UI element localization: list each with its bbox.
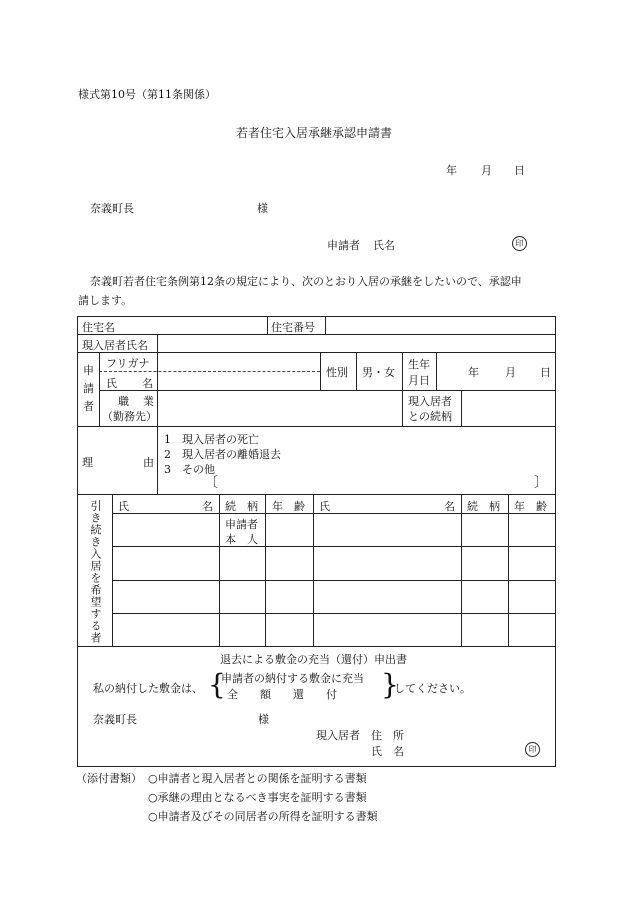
body-text-line2: 請します。: [78, 294, 133, 307]
col-name-2-right: 名: [444, 500, 455, 513]
applicant-label-3: 者: [83, 400, 94, 413]
deposit-resident-label: 現入居者: [316, 729, 360, 742]
deposit-bracket-left: {: [208, 668, 226, 701]
name-label-1: 氏: [106, 377, 117, 390]
reason-item-1: 1 現入居者の死亡: [164, 433, 259, 446]
deposit-honorific: 様: [258, 713, 269, 726]
date-day: 日: [514, 164, 525, 177]
attachments-label: （添付書類）: [76, 772, 142, 785]
sex-options: 男・女: [362, 366, 395, 379]
applicant-name-label: 氏名: [373, 239, 395, 252]
seal-mark: 印: [512, 236, 527, 251]
current-resident-name-label: 現入居者氏名: [82, 339, 148, 352]
reason-label-2: 由: [143, 456, 154, 469]
deposit-addressee: 奈義町長: [93, 713, 137, 726]
col-age-right: 年 齢: [514, 500, 547, 513]
col-name-1-left: 氏: [118, 500, 129, 513]
successor-label: 引き続き入居を希望する者: [89, 500, 102, 644]
reason-bracket-left: 〔: [204, 475, 218, 491]
deposit-title: 退去による敷金の充当（還付）申出書: [220, 653, 407, 666]
deposit-prefix: 私の納付した敷金は、: [93, 682, 203, 695]
addressee-name: 奈義町長: [90, 202, 134, 215]
housing-name-label: 住宅名: [82, 321, 115, 334]
relation-label-1: 現入居者: [408, 395, 452, 408]
deposit-address-label: 住 所: [371, 729, 404, 742]
date-month: 月: [481, 164, 492, 177]
birth-year: 年: [468, 366, 479, 379]
applicant-label-2: 請: [83, 382, 94, 395]
sex-label: 性別: [326, 366, 348, 379]
furigana-label: フリガナ: [106, 357, 150, 370]
job-label-2: 業: [143, 395, 154, 408]
housing-number-label: 住宅番号: [271, 321, 315, 334]
col-relation-right: 続 柄: [467, 500, 500, 513]
col-relation-left: 続 柄: [225, 500, 258, 513]
deposit-suffix: してください。: [394, 682, 471, 695]
birth-label-2: 月日: [408, 374, 430, 387]
name-label-2: 名: [142, 377, 153, 390]
applicant-label-1: 申: [83, 364, 94, 377]
deposit-option-2: 全 額 還 付: [227, 688, 337, 701]
form-title: 若者住宅入居承継承認申請書: [236, 126, 393, 140]
col-age-left: 年 齢: [272, 500, 305, 513]
reason-item-2: 2 現入居者の離婚退去: [164, 448, 281, 461]
applicant-role: 申請者: [327, 239, 360, 252]
attachment-item-2: ○承継の理由となるべき事実を証明する書類: [148, 791, 367, 804]
deposit-bracket-right: }: [381, 668, 399, 701]
col-name-1-right: 氏: [319, 500, 330, 513]
birth-day: 日: [540, 366, 551, 379]
attachment-item-1: ○申請者と現入居者との関係を証明する書類: [148, 772, 367, 785]
body-text-line1: 奈義町若者住宅条例第12条の規定により、次のとおり入居の承継をしたいので、承認申: [90, 275, 522, 288]
reason-bracket-right: 〕: [534, 475, 548, 491]
reason-label-1: 理: [82, 456, 93, 469]
col-name-2-left: 名: [202, 500, 213, 513]
date-year: 年: [446, 164, 457, 177]
addressee-honorific: 様: [257, 202, 268, 215]
relation-label-2: との続柄: [408, 410, 452, 423]
deposit-name-label: 氏 名: [371, 745, 404, 758]
applicant-self-2: 本 人: [225, 533, 258, 546]
reason-item-3: 3 その他: [164, 463, 215, 476]
deposit-option-1: 申請者の納付する敷金に充当: [221, 672, 364, 685]
applicant-self-1: 申請者: [225, 518, 258, 531]
job-label-1: 職: [118, 395, 129, 408]
birth-label-1: 生年: [408, 358, 430, 371]
deposit-seal-mark: 印: [525, 742, 540, 757]
job-label-3: （勤務先）: [102, 410, 157, 423]
birth-month: 月: [505, 366, 516, 379]
attachment-item-3: ○申請者及びその同居者の所得を証明する書類: [148, 810, 378, 823]
form-number: 様式第10号（第11条関係）: [78, 88, 216, 101]
